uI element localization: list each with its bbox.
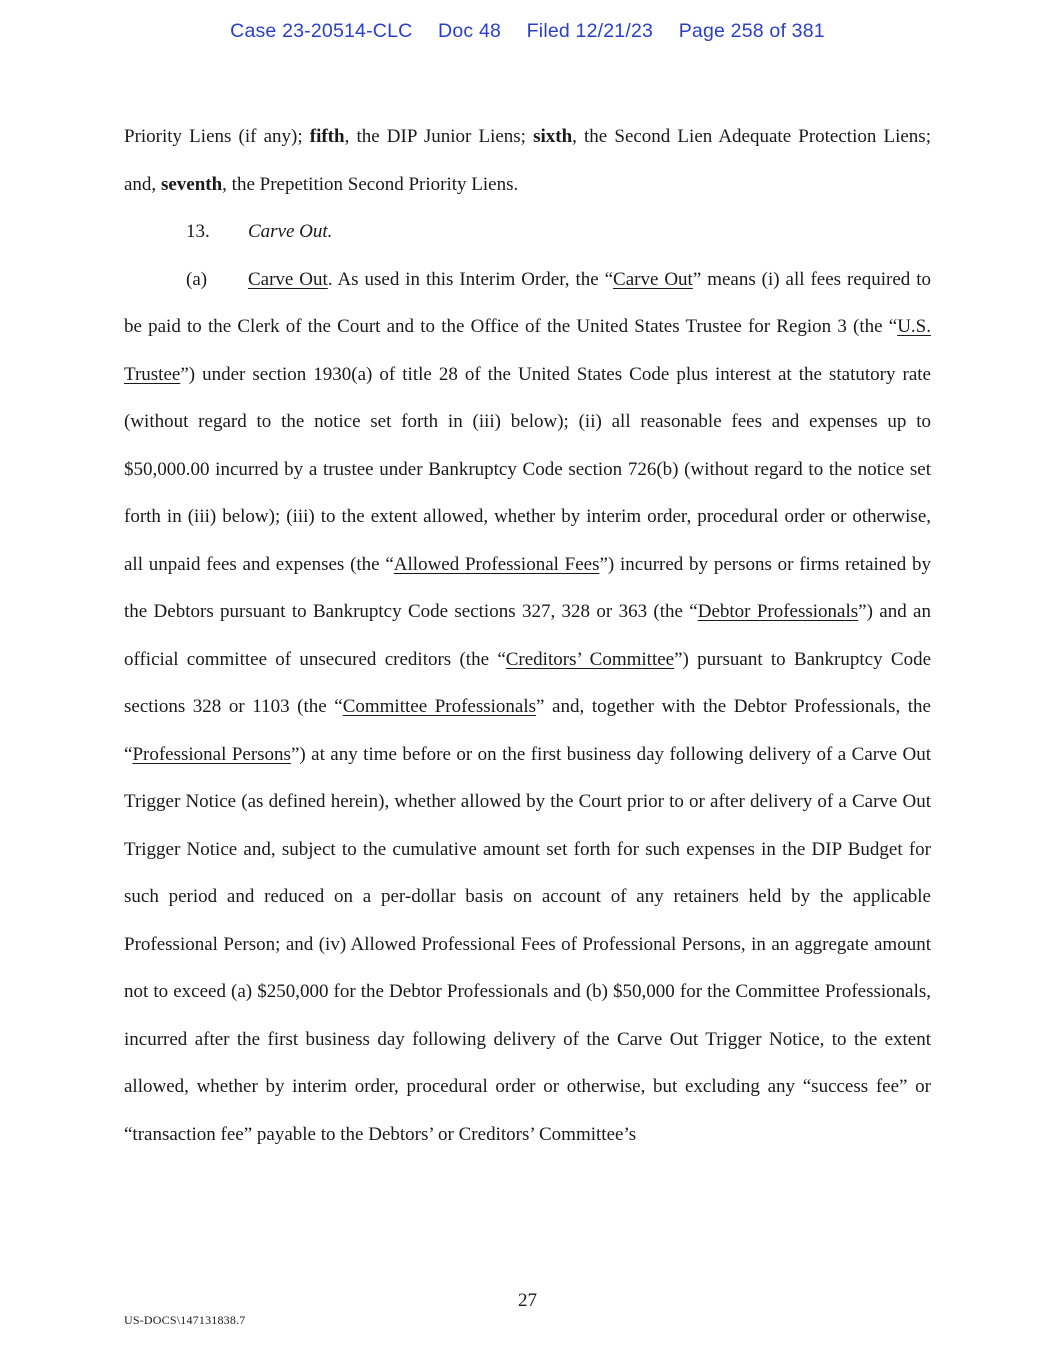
doc-number: Doc 48 (438, 20, 502, 42)
section-number: 13. (186, 221, 210, 242)
carve-out-paragraph: (a) Carve Out. As used in this Interim Order, the “Carve Out” means (i) all fees required to be paid to the Clerk of the Court and to the Office of the United States Trustee for Region 3 (the “U.S. Trustee”) under section 1930(a) of title 28 of the United States Code plus interest at the statutory rate (without regard to the notice set forth in (iii) below); (ii) all reasonable fees and expenses up to $50,000.00 incurred by a trustee under Bankruptcy Code section 726(b) (without regard to the notice set forth in (iii) below); (iii) to the extent allowed, whether by interim order, procedural order or otherwise, all unpaid fees and expenses (the “Allowed Professional Fees”) incurred by persons or firms retained by the Debtors pursuant to Bankruptcy Code sections 327, 328 or 363 (the “Debtor Professionals”) and an official committee of unsecured creditors (the “Creditors’ Committee”) pursuant to Bankruptcy Code sections 328 or 1103 (the “Committee Professionals” and, together with the Debtor Professionals, the “Professional Persons”) at any time before or on the first business day following delivery of a Carve Out Trigger Notice (as defined herein), whether allowed by the Court prior to or after delivery of a Carve Out Trigger Notice and, subject to the cumulative amount set forth for such expenses in the DIP Budget for such period and reduced on a per-dollar basis on account of any retainers held by the applicable Professional Person; and (iv) Allowed Professional Fees of Professional Persons, in an aggregate amount not to exceed (a) $250,000 for the Debtor Professionals and (b) $50,000 for the Committee Professionals, incurred after the first business day following delivery of the Carve Out Trigger Notice, to the extent allowed, whether by interim order, procedural order or otherwise, but excluding any “success fee” or “transaction fee” payable to the Debtors’ or Creditors’ Committee’s (124, 256, 931, 1159)
case-header (0, 20, 1055, 43)
continuation-paragraph: Priority Liens (if any); fifth, the DIP Junior Liens; sixth, the Second Lien Adequate Protection Liens; and, seventh, the Prepetition Second Priority Liens. (124, 126, 931, 195)
page-number: 27 (518, 1290, 537, 1311)
page-count: Page 258 of 381 (678, 20, 825, 42)
subsection-label: (a) (186, 268, 208, 290)
section-title: Carve Out. (248, 221, 333, 242)
document-id: US-DOCS\147131838.7 (124, 1313, 246, 1327)
document-body (124, 113, 931, 1158)
filed-date: Filed 12/21/23 (526, 20, 654, 42)
section-heading (124, 208, 931, 256)
case-number: Case 23-20514-CLC (230, 20, 413, 42)
subsection-heading: Carve Out (248, 268, 328, 290)
